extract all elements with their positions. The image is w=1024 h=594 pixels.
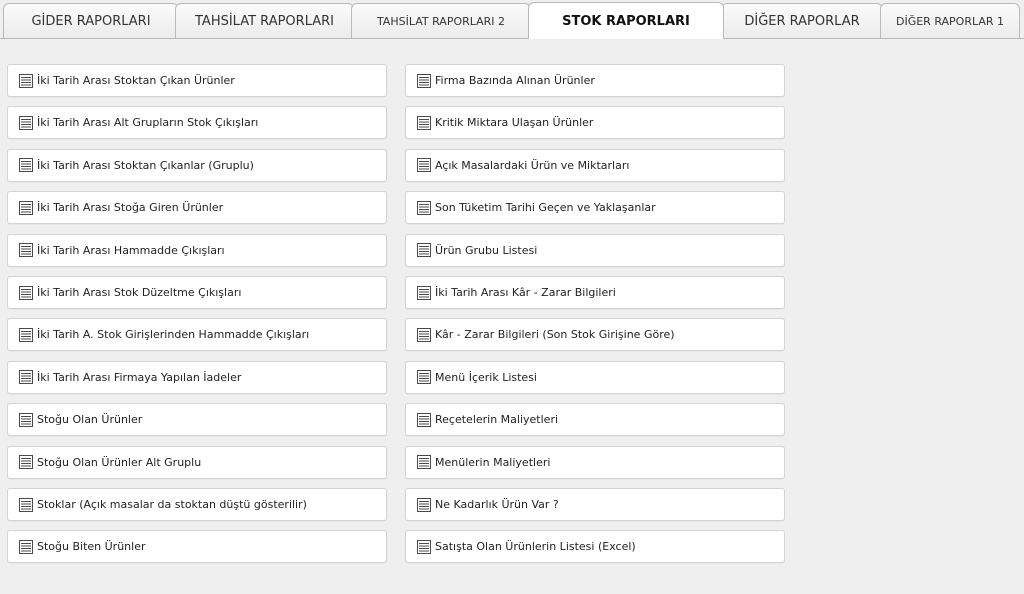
- report-list-icon: [19, 158, 33, 172]
- report-button-stogu-olan-urunler-alt-gruplu[interactable]: [7, 446, 387, 479]
- report-button-satista-olan-urunlerin-listesi-excel[interactable]: [405, 530, 785, 563]
- report-list-icon: [19, 286, 33, 300]
- report-button-iki-tarih-arasi-hammadde-cikislari[interactable]: [7, 234, 387, 267]
- report-list-icon: [417, 540, 431, 554]
- report-button-label: İki Tarih Arası Stok Düzeltme Çıkışları: [37, 286, 242, 299]
- report-button-label: İki Tarih Arası Firmaya Yapılan İadeler: [37, 370, 242, 384]
- report-button-label: İki Tarih Arası Stoktan Çıkanlar (Gruplu): [37, 158, 254, 172]
- tab-label: STOK RAPORLARI: [562, 13, 690, 29]
- report-list-icon: [417, 328, 431, 342]
- report-list-icon: [19, 116, 33, 130]
- report-button-iki-tarih-arasi-alt-gruplarin-stok-cikislari[interactable]: [7, 106, 387, 139]
- report-button-stogu-olan-urunler[interactable]: [7, 403, 387, 436]
- report-list-icon: [417, 370, 431, 384]
- report-list-icon: [417, 286, 431, 300]
- report-button-label: Kritik Miktara Ulaşan Ürünler: [435, 116, 594, 130]
- tab-label: DİĞER RAPORLAR 1: [895, 14, 1005, 28]
- tab-tahsilat-raporlari[interactable]: [175, 3, 354, 38]
- report-button-menulerin-maliyetleri[interactable]: [405, 446, 785, 479]
- report-button-label: Stoğu Biten Ürünler: [37, 540, 146, 554]
- report-list-icon: [417, 455, 431, 469]
- report-list-icon: [417, 243, 431, 257]
- report-button-label: Stoklar (Açık masalar da stoktan düştü gösterilir): [37, 498, 307, 511]
- report-list-icon: [417, 201, 431, 215]
- report-button-son-tuketim-tarihi-gecen-ve-yaklasanlar[interactable]: [405, 191, 785, 224]
- report-list-icon: [417, 158, 431, 172]
- report-list-icon: [417, 498, 431, 512]
- report-button-label: Stoğu Olan Ürünler Alt Gruplu: [37, 455, 202, 469]
- tab-stok-raporlari[interactable]: [528, 2, 724, 39]
- report-button-label: Kâr - Zarar Bilgileri (Son Stok Girişine Göre): [435, 328, 675, 342]
- report-button-iki-tarih-arasi-stok-duzeltme-cikislari[interactable]: [7, 276, 387, 309]
- report-button-label: Firma Bazında Alınan Ürünler: [435, 74, 595, 87]
- report-list-icon: [19, 413, 33, 427]
- report-button-menu-icerik-listesi[interactable]: [405, 361, 785, 394]
- report-button-label: Menülerin Maliyetleri: [435, 455, 551, 469]
- report-list-icon: [19, 243, 33, 257]
- report-button-kritik-miktara-ulasan-urunler[interactable]: [405, 106, 785, 139]
- report-button-stoklar-acik-masalar-da-stoktan-dustu-gosterilir[interactable]: [7, 488, 387, 521]
- report-button-label: İki Tarih Arası Kâr - Zarar Bilgileri: [435, 286, 616, 299]
- tab-label: DİĞER RAPORLAR: [744, 13, 860, 29]
- report-button-iki-tarih-a-stok-girislerinden-hammadde-cikislari[interactable]: [7, 318, 387, 351]
- tab-label: TAHSİLAT RAPORLARI: [195, 13, 334, 29]
- report-list-icon: [19, 370, 33, 384]
- report-button-label: Ne Kadarlık Ürün Var ?: [435, 498, 559, 511]
- report-button-label: İki Tarih A. Stok Girişlerinden Hammadde Çıkışları: [37, 328, 310, 342]
- report-list-icon: [19, 455, 33, 469]
- report-button-label: İki Tarih Arası Hammadde Çıkışları: [37, 243, 225, 257]
- report-button-label: İki Tarih Arası Stoğa Giren Ürünler: [37, 201, 224, 215]
- tab-gider-raporlari[interactable]: [3, 3, 179, 38]
- tab-diger-raporlar-1[interactable]: [880, 3, 1020, 38]
- report-list-icon: [19, 201, 33, 215]
- report-list-icon: [19, 328, 33, 342]
- report-list-icon: [417, 74, 431, 88]
- report-button-urun-grubu-listesi[interactable]: [405, 234, 785, 267]
- report-button-kar-zarar-bilgileri-son-stok-girisine-gore[interactable]: [405, 318, 785, 351]
- report-button-recetelerin-maliyetleri[interactable]: [405, 403, 785, 436]
- report-button-firma-bazinda-alinan-urunler[interactable]: [405, 64, 785, 97]
- report-button-iki-tarih-arasi-kar-zarar-bilgileri[interactable]: [405, 276, 785, 309]
- report-button-label: Açık Masalardaki Ürün ve Miktarları: [435, 158, 630, 172]
- report-button-label: İki Tarih Arası Alt Grupların Stok Çıkışları: [37, 116, 259, 130]
- report-list-icon: [19, 74, 33, 88]
- report-tab-bar: [0, 0, 1024, 39]
- report-list-icon: [19, 498, 33, 512]
- report-list-icon: [417, 116, 431, 130]
- tab-tahsilat-raporlari-2[interactable]: [351, 3, 531, 38]
- report-list-icon: [417, 413, 431, 427]
- report-button-label: Son Tüketim Tarihi Geçen ve Yaklaşanlar: [435, 201, 656, 215]
- report-button-label: Stoğu Olan Ürünler: [37, 413, 143, 427]
- tab-diger-raporlar[interactable]: [721, 3, 883, 38]
- report-button-iki-tarih-arasi-stoktan-cikan-urunler[interactable]: [7, 64, 387, 97]
- report-button-label: Menü İçerik Listesi: [435, 370, 537, 384]
- report-button-iki-tarih-arasi-firmaya-yapilan-iadeler[interactable]: [7, 361, 387, 394]
- report-button-iki-tarih-arasi-stoga-giren-urunler[interactable]: [7, 191, 387, 224]
- report-button-label: İki Tarih Arası Stoktan Çıkan Ürünler: [37, 74, 235, 87]
- report-button-label: Satışta Olan Ürünlerin Listesi (Excel): [435, 540, 636, 554]
- tab-label: GİDER RAPORLARI: [31, 13, 151, 29]
- tab-label: TAHSİLAT RAPORLARI 2: [376, 14, 506, 28]
- report-button-label: Reçetelerin Maliyetleri: [435, 413, 559, 427]
- report-list-icon: [19, 540, 33, 554]
- report-button-label: Ürün Grubu Listesi: [435, 243, 538, 257]
- report-button-ne-kadarlik-urun-var[interactable]: [405, 488, 785, 521]
- report-button-acik-masalardaki-urun-ve-miktarlari[interactable]: [405, 149, 785, 182]
- report-button-stogu-biten-urunler[interactable]: [7, 530, 387, 563]
- report-button-iki-tarih-arasi-stoktan-cikanlar-gruplu[interactable]: [7, 149, 387, 182]
